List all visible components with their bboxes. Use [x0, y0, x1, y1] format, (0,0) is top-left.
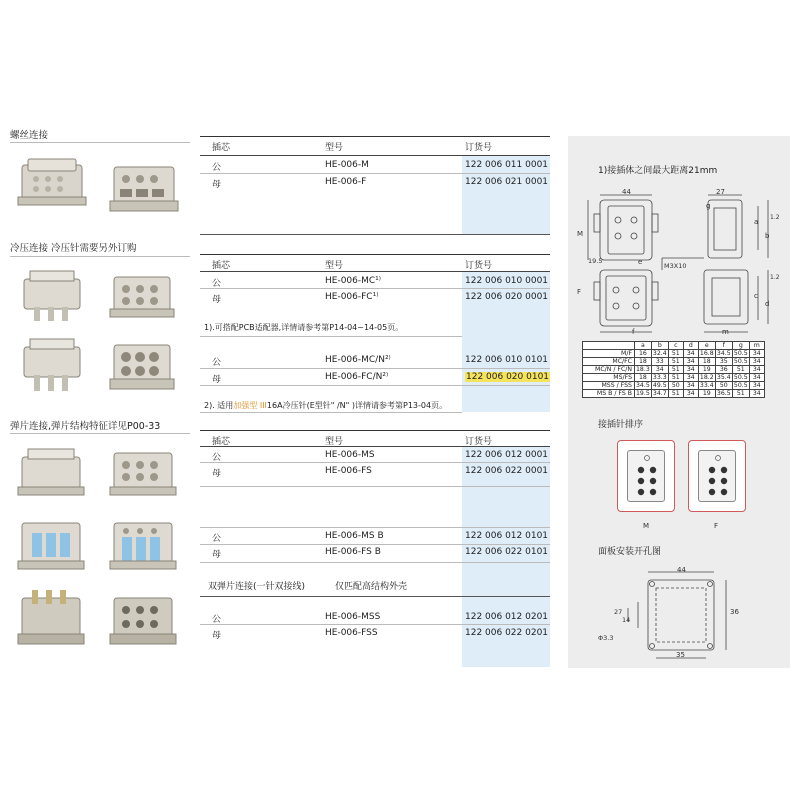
- row-order: 122 006 011 0001: [465, 160, 549, 170]
- dim-cell: 34: [683, 358, 698, 366]
- footnote-2-prefix: 2). 适用: [204, 401, 234, 410]
- double-spring-note: 仅匹配高结构外壳: [335, 582, 408, 592]
- dim-table-row: [583, 390, 765, 398]
- dim-cell: 51: [668, 366, 683, 374]
- row-model: HE-006-FS: [325, 466, 372, 476]
- photo-crimp-connectors: [10, 262, 190, 407]
- row-model: HE-006-MS B: [325, 531, 384, 541]
- dimension-drawing: [572, 186, 786, 336]
- header-order: 订货号: [465, 437, 493, 447]
- dim-cell: MC/N / FC/N: [583, 366, 635, 374]
- row-type: 母: [212, 631, 222, 641]
- row-type: 母: [212, 180, 222, 190]
- row-type: 公: [212, 453, 222, 463]
- table-rule: [200, 385, 550, 386]
- header-insert: 插芯: [212, 143, 231, 153]
- pin-grid-m: [628, 451, 666, 503]
- pin-diagram-m: [617, 440, 675, 512]
- dim-cell: 35: [715, 358, 732, 366]
- dim-cell: MSS / FSS: [583, 382, 635, 390]
- max-distance-note: 1)接插体之间最大距离21mm: [598, 166, 718, 176]
- dim-col: a: [635, 342, 652, 350]
- row-type: 公: [212, 163, 222, 173]
- dim-cell: 34.7: [652, 390, 667, 397]
- cutout-label-14: 14: [622, 616, 631, 624]
- dim-label-g: g: [706, 202, 711, 210]
- dim-cell: 34: [749, 390, 764, 398]
- dim-col: d: [683, 342, 698, 350]
- table-rule: [200, 624, 550, 625]
- header-order: 订货号: [465, 261, 493, 271]
- dim-col: b: [651, 342, 668, 350]
- row-model: HE-006-MS: [325, 450, 375, 460]
- dim-label-m: m: [722, 328, 729, 336]
- dim-label-b: b: [765, 232, 770, 240]
- dim-col: [583, 342, 635, 350]
- dim-table-row: [583, 350, 765, 358]
- section-title-spring: 弹片连接,弹片结构特征详见P00-33: [10, 421, 161, 432]
- dim-cell: 34: [683, 390, 698, 398]
- table-rule: [200, 544, 550, 545]
- row-order: 122 006 020 0001: [465, 292, 549, 302]
- dim-cell: 19.5: [636, 390, 650, 397]
- row-order: 122 006 022 0101: [465, 547, 549, 557]
- pin-insert-f: [698, 450, 736, 502]
- row-model: HE-006-MC¹⁾: [325, 276, 381, 286]
- dim-cell: 51: [668, 390, 683, 398]
- dim-cell: 34: [683, 366, 698, 374]
- dim-cell: M/F: [583, 350, 635, 358]
- table-rule: [200, 430, 550, 431]
- dim-cell: MC/FC: [583, 358, 635, 366]
- dim-table-row: [583, 382, 765, 390]
- row-type: 母: [212, 469, 222, 479]
- row-order: 122 006 012 0101: [465, 531, 549, 541]
- cutout-label-44: 44: [677, 566, 686, 574]
- dim-cell: 19: [698, 390, 715, 398]
- row-type: 公: [212, 534, 222, 544]
- dim-cell: 34: [749, 382, 764, 390]
- cutout-label-36: 36: [730, 608, 739, 616]
- dim-cell: 51: [732, 390, 749, 398]
- dim-cell: 50: [715, 382, 732, 390]
- dim-cell: 33.3: [652, 374, 667, 381]
- dim-cell: 34.5: [716, 350, 731, 357]
- pin-diagram-f: [688, 440, 746, 512]
- dim-col: c: [668, 342, 683, 350]
- row-model: HE-006-FC/N²⁾: [325, 372, 389, 382]
- header-order: 订货号: [465, 143, 493, 153]
- row-type: 母: [212, 550, 222, 560]
- table-rule: [200, 527, 550, 528]
- dim-label-e: e: [638, 258, 643, 266]
- dim-cell: 19: [698, 366, 715, 374]
- dim-col: m: [749, 342, 764, 350]
- f-label: F: [577, 288, 582, 296]
- dim-cell: 50.5: [733, 358, 748, 365]
- dim-cell: 34.5: [636, 382, 650, 389]
- dim-table-row: [583, 358, 765, 366]
- row-order: 122 006 022 0001: [465, 466, 549, 476]
- cutout-label-35: 35: [676, 651, 685, 659]
- table-rule: [200, 412, 462, 413]
- dim-cell: 33.4: [699, 382, 714, 389]
- dim-cell: 34: [683, 374, 698, 382]
- dim-label-m3: M3X10: [664, 262, 687, 270]
- table-rule: [200, 462, 550, 463]
- highlighted-order: 122 006 020 0101: [466, 372, 550, 382]
- footnote-1: 1).可搭配PCB适配器,详情请参考第P14-04~14-05页。: [204, 323, 404, 332]
- dim-cell: 18: [698, 358, 715, 366]
- table-rule: [200, 562, 550, 563]
- dim-col: e: [698, 342, 715, 350]
- table-rule: [200, 486, 550, 487]
- dim-cell: 51: [732, 366, 749, 374]
- header-insert: 插芯: [212, 437, 231, 447]
- divider: [10, 256, 190, 257]
- row-model: HE-006-MSS: [325, 612, 381, 622]
- dim-cell: 51: [668, 350, 683, 358]
- photo-spring-connectors: [10, 438, 190, 663]
- pin-label-f: F: [714, 522, 719, 530]
- dim-label-19-5: 19.5: [588, 257, 603, 265]
- dim-label-27: 27: [716, 188, 725, 196]
- row-order: 122 006 010 0001: [465, 276, 549, 286]
- dim-cell: MS B / FS B: [583, 390, 635, 398]
- dim-cell: 51: [668, 374, 683, 382]
- table-rule: [200, 136, 550, 137]
- footnote-2: [204, 400, 447, 411]
- row-model: HE-006-M: [325, 160, 369, 170]
- dim-cell: 36.5: [716, 390, 731, 397]
- dim-label-1-2b: 1.2: [770, 274, 780, 281]
- table-rule: [200, 446, 550, 447]
- row-order: 122 006 022 0201: [465, 628, 549, 638]
- dim-label-a: a: [754, 218, 759, 226]
- pin-insert-m: [627, 450, 665, 502]
- dim-cell: 18: [635, 358, 652, 366]
- table-rule: [200, 254, 550, 255]
- row-model: HE-006-FSS: [325, 628, 378, 638]
- footnote-2-suffix: 16A冷压针(E型针" /N" )详情请参考第P13-04页。: [266, 401, 448, 410]
- table-rule: [200, 368, 550, 369]
- row-order: 122 006 010 0101: [465, 355, 549, 365]
- divider: [10, 433, 190, 434]
- header-model: 型号: [325, 261, 344, 271]
- row-model: HE-006-MC/N²⁾: [325, 355, 391, 365]
- dim-cell: 34: [749, 358, 764, 366]
- dim-cell: 18.3: [636, 366, 650, 373]
- table-rule: [200, 271, 550, 272]
- row-order-highlighted: [465, 372, 550, 382]
- dim-cell: 34: [749, 366, 764, 374]
- pin-layout-title: 接插针排序: [598, 420, 644, 430]
- dim-cell: 18: [635, 374, 652, 382]
- row-model: HE-006-F: [325, 177, 367, 187]
- header-model: 型号: [325, 143, 344, 153]
- pin-label-m: M: [643, 522, 650, 530]
- table-rule: [200, 173, 550, 174]
- dimension-table: [582, 341, 765, 398]
- dim-cell: 34: [749, 374, 764, 382]
- dim-cell: 18.2: [699, 374, 714, 381]
- section-title-crimp: 冷压连接 冷压针需要另外订购: [10, 243, 137, 254]
- header-insert: 插芯: [212, 261, 231, 271]
- section-title-screw: 螺丝连接: [10, 130, 49, 141]
- cutout-label-27: 27: [614, 608, 623, 616]
- photo-screw-connectors: [10, 145, 190, 225]
- dim-label-f: f: [632, 328, 635, 336]
- m-label: M: [577, 230, 584, 238]
- panel-cutout-title: 面板安装开孔图: [598, 547, 662, 557]
- dim-table-row: [583, 366, 765, 374]
- double-spring-label: 双弹片连接(一针双接线): [208, 582, 306, 592]
- dim-cell: 34: [749, 350, 764, 358]
- row-order: 122 006 012 0201: [465, 612, 549, 622]
- dim-label-1-2a: 1.2: [770, 214, 780, 221]
- cutout-label-diameter: Φ3.3: [598, 634, 614, 642]
- dim-cell: MS/FS: [583, 374, 635, 382]
- dim-cell: 51: [668, 358, 683, 366]
- row-order: 122 006 021 0001: [465, 177, 549, 187]
- row-model: HE-006-FC¹⁾: [325, 292, 379, 302]
- dim-cell: 33: [651, 358, 668, 366]
- dim-cell: 32.4: [652, 350, 667, 357]
- pin-grid-f: [699, 451, 737, 503]
- dim-label-d: d: [765, 300, 770, 308]
- row-type: 母: [212, 375, 222, 385]
- dim-table-row: [583, 374, 765, 382]
- table-rule: [200, 155, 550, 156]
- dim-label-44: 44: [622, 188, 631, 196]
- dim-cell: 16.8: [699, 350, 714, 357]
- row-type: 公: [212, 358, 222, 368]
- table-rule: [200, 596, 550, 597]
- row-type: 母: [212, 295, 222, 305]
- header-model: 型号: [325, 437, 344, 447]
- dim-cell: 35.4: [716, 374, 731, 381]
- row-order: 122 006 012 0001: [465, 450, 549, 460]
- table-rule: [200, 336, 462, 337]
- dim-cell: 16: [635, 350, 652, 358]
- row-type: 公: [212, 279, 222, 289]
- dim-cell: 34: [683, 382, 698, 390]
- row-type: 公: [212, 615, 222, 625]
- dim-cell: 34: [683, 350, 698, 358]
- dim-cell: 36: [715, 366, 732, 374]
- dim-cell: 49.5: [652, 382, 667, 389]
- dim-label-c: c: [754, 292, 758, 300]
- dim-cell: 50: [668, 382, 683, 390]
- row-model: HE-006-FS B: [325, 547, 381, 557]
- dim-cell: 50.5: [733, 374, 748, 381]
- dim-cell: 34: [651, 366, 668, 374]
- footnote-2-highlight: 加强型 III: [233, 401, 267, 410]
- dim-cell: 50.5: [733, 382, 748, 389]
- dim-table-header: [583, 342, 765, 350]
- dim-col: f: [715, 342, 732, 350]
- divider: [10, 142, 190, 143]
- table-rule: [200, 288, 550, 289]
- dim-col: g: [732, 342, 749, 350]
- dim-cell: 50.5: [733, 350, 748, 357]
- table-rule: [200, 234, 550, 235]
